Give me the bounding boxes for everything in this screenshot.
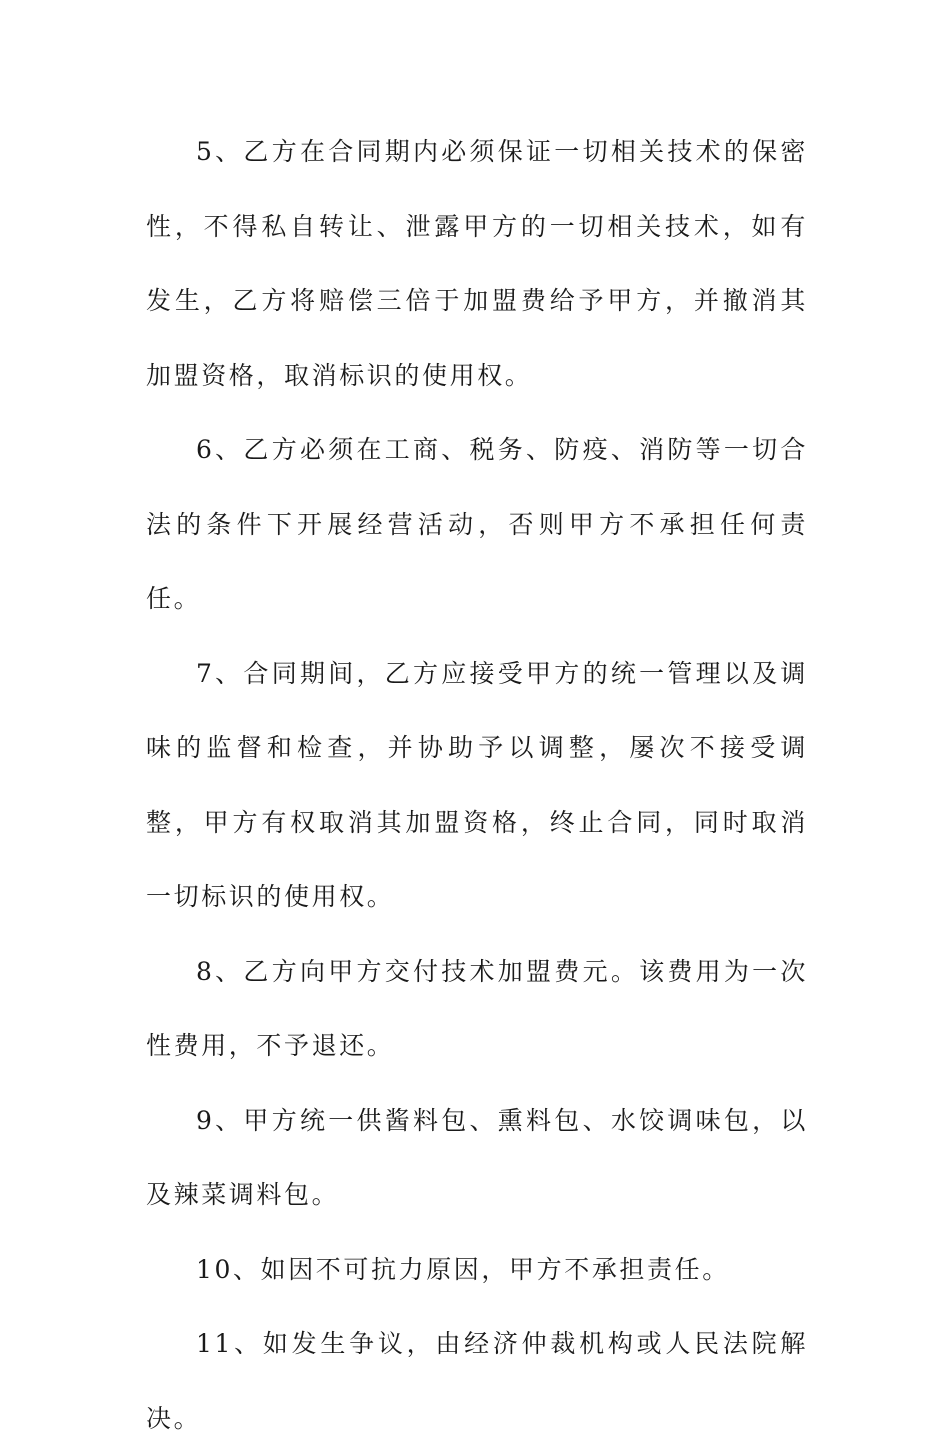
clause-7: 7、合同期间，乙方应接受甲方的统一管理以及调味的监督和检查，并协助予以调整，屡次不接受调整，甲方有权取消其加盟资格，终止合同，同时取消一切标识的使用权。 bbox=[146, 658, 808, 911]
document-body bbox=[146, 115, 808, 1456]
clause-8: 8、乙方向甲方交付技术加盟费元。该费用为一次性费用，不予退还。 bbox=[146, 956, 808, 1060]
clause-11: 11、如发生争议，由经济仲裁机构或人民法院解决。 bbox=[146, 1329, 808, 1433]
clause-10: 10、如因不可抗力原因，甲方不承担责任。 bbox=[196, 1254, 730, 1284]
clause-5: 5、乙方在合同期内必须保证一切相关技术的保密性，不得私自转让、泄露甲方的一切相关技术，如有发生，乙方将赔偿三倍于加盟费给予甲方，并撤消其加盟资格，取消标识的使用权。 bbox=[146, 137, 808, 390]
clause-6: 6、乙方必须在工商、税务、防疫、消防等一切合法的条件下开展经营活动，否则甲方不承担任何责任。 bbox=[146, 435, 808, 613]
clause-9: 9、甲方统一供酱料包、熏料包、水饺调味包，以及辣菜调料包。 bbox=[146, 1105, 808, 1209]
